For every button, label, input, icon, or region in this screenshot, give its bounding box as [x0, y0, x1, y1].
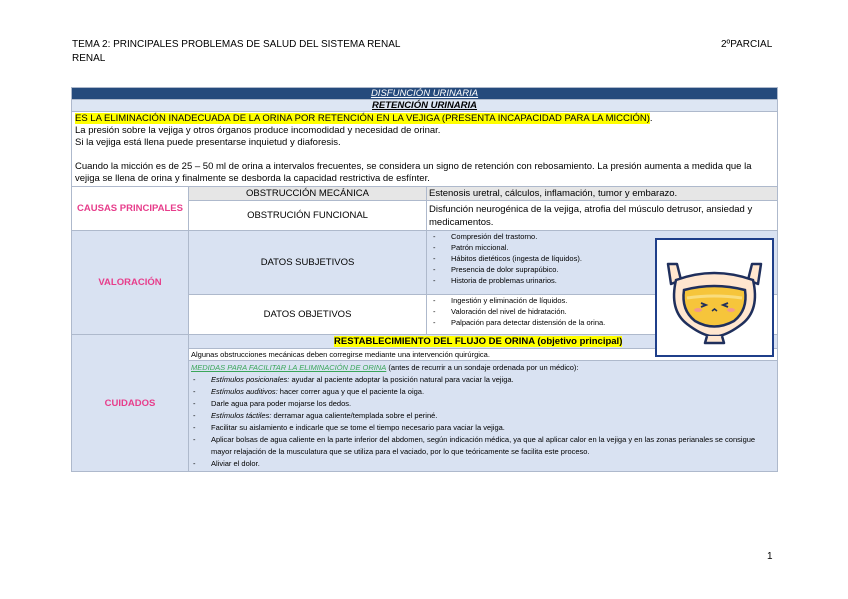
intro-line: La presión sobre la vejiga y otros órganos produce incomodidad y necesidad de orinar.	[75, 125, 441, 136]
valoracion-label: VALORACIÓN	[72, 231, 189, 335]
objetivos-label: DATOS OBJETIVOS	[189, 295, 427, 335]
measures-suffix: (antes de recurrir a un sondaje ordenada por un médico):	[386, 363, 579, 372]
section-label: 2ºPARCIAL	[721, 39, 773, 50]
table-subtitle: RETENCIÓN URINARIA	[72, 100, 778, 112]
cuidados-label: CUIDADOS	[72, 335, 189, 472]
table-title: DISFUNCIÓN URINARIA	[72, 88, 778, 100]
bladder-illustration	[655, 238, 774, 357]
list-item: - Presencia de dolor suprapúbico.	[429, 264, 775, 275]
list-item: - Estímulos auditivos: hacer correr agua y que el paciente la oiga.	[191, 386, 775, 398]
list-item: - Aplicar bolsas de agua caliente en la parte inferior del abdomen, según indicación médica, ya que al aplicar calor en la vejiga y en las zonas perianales se consigue mayor relajación de la musculatura que se utiliza para el vaciado, por lo que teóricamente se facilita este proceso.	[191, 434, 775, 458]
causa-type: OBSTRUCIÓN FUNCIONAL	[189, 201, 427, 231]
list-item: - Historia de problemas urinarios.	[429, 275, 775, 286]
bladder-icon	[657, 240, 772, 355]
list-item: - Aliviar el dolor.	[191, 458, 775, 470]
causa-type: OBSTRUCCIÓN MECÁNICA	[189, 187, 427, 201]
list-item: - Compresión del trastorno.	[429, 231, 775, 242]
intro-paragraph: Cuando la micción es de 25 – 50 ml de orina a intervalos frecuentes, se considera un signo de retención con rebosamiento. La presión aumenta a medida que la vejiga se llena de orina y finalmente se desborda la capacidad restrictiva de esfínter.	[75, 161, 752, 184]
list-item: - Ingestión y eliminación de líquidos.	[429, 295, 775, 306]
list-item: - Estímulos táctiles: derramar agua caliente/templada sobre el periné.	[191, 410, 775, 422]
page-number: 1	[767, 551, 773, 562]
cuidados-measures-cell	[189, 361, 778, 472]
list-item: - Valoración del nivel de hidratación.	[429, 306, 775, 317]
definition-text: ES LA ELIMINACIÓN INADECUADA DE LA ORINA POR RETENCIÓN EN LA VEJIGA (PRESENTA INCAPACIDAD PARA LA MICCIÓN)	[75, 113, 650, 124]
document-title: TEMA 2: PRINCIPALES PROBLEMAS DE SALUD DEL SISTEMA RENAL RENAL	[72, 39, 401, 64]
cuidados-note: Algunas obstrucciones mecánicas deben corregirse mediante una intervención quirúrgica.	[189, 349, 778, 361]
cuidados-list	[191, 374, 775, 470]
list-item: - Estímulos posicionales: ayudar al paciente adoptar la posición natural para vaciar la vejiga.	[191, 374, 775, 386]
subjetivos-label: DATOS SUBJETIVOS	[189, 231, 427, 295]
list-item: - Patrón miccional.	[429, 242, 775, 253]
causa-desc: Estenosis uretral, cálculos, inflamación, tumor y embarazo.	[427, 187, 778, 201]
measures-link[interactable]: MEDIDAS PARA FACILITAR LA ELIMINACIÓN DE ORINA	[191, 363, 387, 372]
list-item: - Darle agua para poder mojarse los dedos.	[191, 398, 775, 410]
cuidados-heading: RESTABLECIMIENTO DEL FLUJO DE ORINA (objetivo principal)	[334, 336, 623, 347]
definition-end: .	[649, 113, 653, 124]
causas-label: CAUSAS PRINCIPALES	[72, 187, 189, 231]
list-item: - Facilitar su aislamiento e indicarle que se tome el tiempo necesario para vaciar la vejiga.	[191, 422, 775, 434]
list-item: - Palpación para detectar distensión de la orina.	[429, 317, 775, 328]
list-item: - Hábitos dietéticos (ingesta de líquidos).	[429, 253, 775, 264]
causa-desc: Disfunción neurogénica de la vejiga, atrofia del músculo detrusor, ansiedad y medicamentos.	[427, 201, 778, 231]
intro-line: Si la vejiga está llena puede presentarse inquietud y diaforesis.	[75, 137, 341, 148]
intro-cell	[72, 112, 778, 187]
